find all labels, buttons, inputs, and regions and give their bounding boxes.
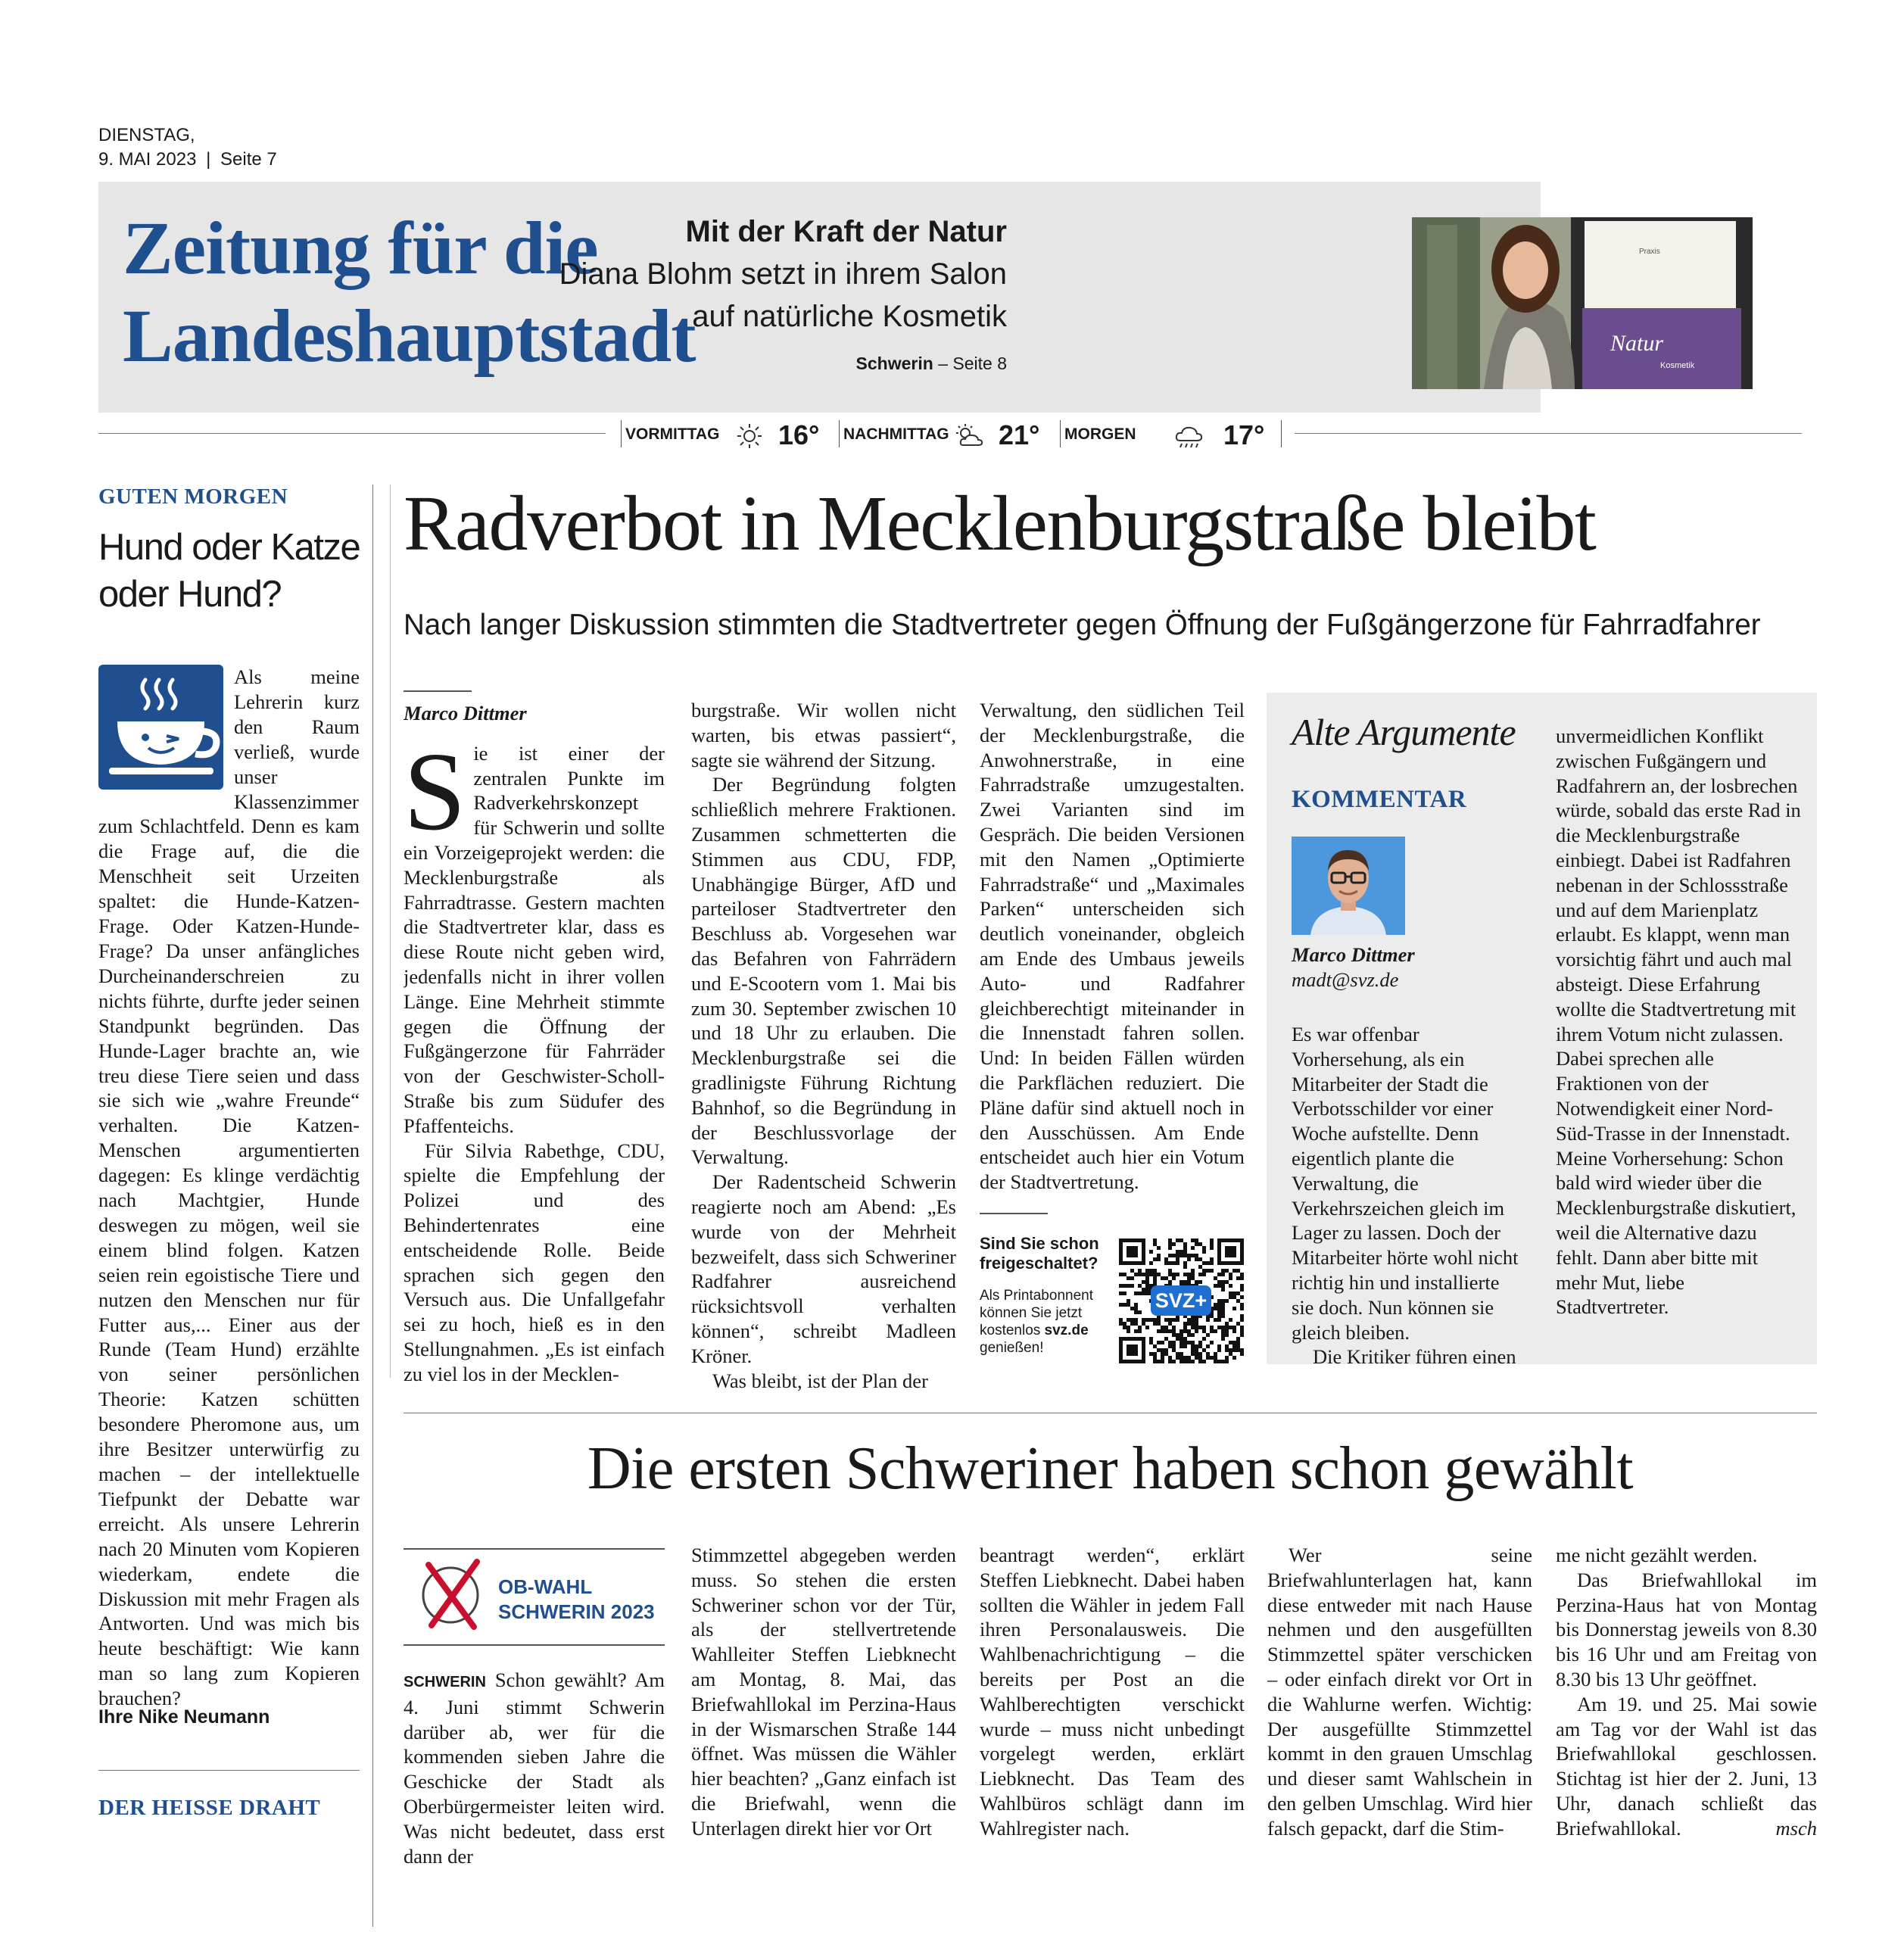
second-dateline: SCHWERIN (404, 1674, 486, 1690)
sidebar-text (98, 665, 360, 1711)
weather-rule-left (98, 433, 606, 434)
promo-brand: svz.de (1044, 1323, 1089, 1338)
badge-rule-top (404, 1548, 665, 1550)
commentary-col2-p1: unvermeidlichen Konflikt zwischen Fußgängern und Radfahrern an, der losbrechen würde, sobald das erste Rad in die Mecklenburgstraße einbiegt. Dabei ist Radfahren nebenan in der Schlossstraße und auf dem Marienplatz erlaubt. Es klappt, wenn man vorsichtig fährt und auch mal absteigt. Diese Erfahrung wollte die Stadtvertretung mit ihrem Votum nicht zulassen. Dabei sprechen alle Fraktionen von der Notwendigkeit einer Nord-Süd-Trasse in der Innenstadt. Meine Vorhersehung: Schon bald wird wieder über die Mecklenburgstraße diskutiert, weil die Alternative dazu fehlt. Dann aber bitte mit mehr Mut, liebe Stadtvertreter. (1556, 724, 1801, 1319)
author-photo (1292, 837, 1405, 935)
teaser-ref-page: – Seite 8 (933, 354, 1007, 373)
sun-icon (736, 422, 763, 450)
ballot-cross-illustration (415, 1556, 487, 1631)
lead-subheadline: Nach langer Diskussion stimmten die Stadtvertreter gegen Öffnung der Fußgängerzone für Fahrradfahrer (404, 609, 1761, 641)
teaser-line1: Diana Blohm setzt in ihrem Salon (559, 257, 1007, 291)
weather-morgen (1064, 421, 1280, 451)
salon-photo-illustration (1412, 217, 1753, 389)
teaser-kicker: Mit der Kraft der Natur (685, 215, 1007, 248)
second-col-5 (1556, 1543, 1817, 1840)
dateline-page: Seite 7 (220, 149, 277, 170)
teaser-ref-place: Schwerin (855, 354, 933, 373)
lead-col-3 (980, 698, 1245, 1195)
ob-wahl-badge (498, 1575, 655, 1625)
teaser-photo[interactable] (1412, 217, 1753, 389)
second-col1-p1: Schon gewählt? Am 4. Juni stimmt Schwerin darüber ab, wer für die kommenden sieben Jahre die Geschicke der Stadt als Oberbürgermeister leiten wird. Was nicht bedeutet, dass erst dann der (404, 1668, 665, 1868)
second-col-1 (404, 1668, 665, 1868)
weather-nachmittag (843, 421, 1059, 451)
lead-col2-p2: Der Begründung folgten schließlich mehrere Fraktionen. Zusammen schmetterten die Stimmen aus CDU, FDP, Unabhängige Bürger, AfD und parteiloser Stadtvertreter den Beschluss ab. Vorgesehen war das Befahren von Fahrrädern und E-Scootern vom 1. Mai bis zum 30. September zwischen 10 und 18 Uhr zu erlauben. Die Mecklenburgstraße sei die gradlinigste Führung Richtung Bahnhof, so die Begründung in der Beschlussvorlage der Verwaltung. (691, 773, 956, 1169)
second-headline: Die ersten Schweriner haben schon gewählt (587, 1435, 1634, 1502)
second-col4-p1: Wer seine Briefwahlunterlagen hat, kann diese entweder mit nach Hause nehmen und den ausgefüllten Stimmzettel später verschicken – oder einfach direkt vor Ort in die Wahlurne werfen. Wichtig: Der ausgefüllte Stimmzettel kommt in den grauen Umschlag und dieser samt Wahlschein in den gelben Umschlag. Wird hier falsch gepackt, darf die Stim- (1267, 1544, 1532, 1840)
sidebar-headline: Hund oder Katze oder Hund? (98, 527, 360, 615)
lead-col-1 (404, 690, 665, 1387)
promo-body-post: genießen! (980, 1340, 1044, 1356)
dropcap: S (404, 729, 466, 854)
masthead (98, 182, 1695, 413)
lead-headline: Radverbot in Mecklenburgstraße bleibt (404, 480, 1596, 567)
commentary-author: Marco Dittmer (1292, 943, 1415, 966)
weather-label: VORMITTAG (625, 425, 720, 443)
second-col-3 (980, 1543, 1245, 1841)
promo-rule (980, 1213, 1048, 1214)
dateline-day: DIENSTAG, (98, 125, 195, 145)
badge-line2: SCHWERIN 2023 (498, 1600, 655, 1623)
weather-label: MORGEN (1064, 425, 1136, 443)
masthead-title-line1: Zeitung für die (123, 206, 598, 290)
lead-col1-p1: ie ist einer der zentralen Punkte im Radverkehrskonzept für Schwerin und sollte ein Vorzeigeprojekt werden: die Mecklenburgstraße als Fahrradtrasse. Gestern machten die Stadtvertreter klar, dass es diese Route nicht geben wird, jedenfalls nicht in ihrer vollen Länge. Eine Mehrheit stimmte gegen die Öffnung der Fußgängerzone für Fahrräder von der Geschwister-Scholl-Straße bis zum Südufer des Pfaffenteichs. (404, 741, 665, 1137)
commentary-email[interactable]: madt@svz.de (1292, 967, 1399, 991)
commentary-col-1 (1292, 1022, 1526, 1369)
qr-badge: SVZ+ (1151, 1285, 1211, 1316)
commentary-headline: Alte Argumente (1292, 711, 1516, 753)
weather-temp: 17° (1223, 419, 1265, 450)
teaser-ref (401, 348, 1007, 379)
ballot-cross-icon (415, 1556, 487, 1631)
coffee-cup-icon (98, 665, 223, 790)
sidebar-signature: Ihre Nike Neumann (98, 1706, 270, 1728)
weather-rule-right (1295, 433, 1802, 434)
weather-sep-4 (1281, 420, 1282, 447)
dateline: DIENSTAG, 9. MAI 2023 | Seite 7 (98, 125, 277, 170)
lead-col2-p1: burgstraße. Wir wollen nicht warten, bis etwas passiert“, sagte sie während der Sitzung. (691, 699, 956, 771)
commentary-col1-p1: Es war offenbar Vorhersehung, als ein Mitarbeiter der Stadt die Verbotsschilder vor einer Woche aufstellte. Denn eigentlich plante die Verwaltung, die Verkehrszeichen gleich im Lager zu lassen. Doch der Mitarbeiter hörte wohl nicht richtig hin und installierte sie doch. Nun können sie gleich bleiben. (1292, 1023, 1519, 1344)
commentary-kicker: KOMMENTAR (1292, 786, 1467, 813)
weather-vormittag (625, 421, 837, 451)
photo-board-text: Praxis (1639, 248, 1660, 256)
lead-left-rule (390, 484, 391, 1378)
second-col5-p1: me nicht gezählt werden. (1556, 1544, 1758, 1566)
second-col-4 (1267, 1543, 1532, 1841)
promo-box[interactable] (980, 1234, 1112, 1357)
weather-label: NACHMITTAG (843, 425, 949, 443)
sidebar-paragraph: Als meine Lehrerin kurz den Raum verließ, wurde unser Klassenzimmer zum Schlachtfeld. Denn es kam die Frage auf, die die Menschheit seit Urzeiten spaltet: die Hunde-Katzen-Frage. Oder Katzen-Hunde-Frage? Da unser anfängliches Durcheinanderschreien zu nichts führte, durfte jeder seinen Standpunkt begründen. Das Hunde-Lager brachte an, wie treu diese Tiere seien und dass sie sich wie „wahre Freunde“ verhalten. Die Katzen-Menschen argumentierten dagegen: Es klinge verdächtig nach Machtgier, Hunde deswegen zu mögen, weil sie einem blind folgen. Katzen seien rein egoistische Tiere und nutzen den Menschen nur für Futter aus,... Einer aus der Runde (Team Hund) erzählte von seiner persönlichen Theorie: Katzen schütten besondere Pheromone aus, um ihre Besitzer unterwürfig zu machen – der intellektuelle Tiefpunkt der Debatte war erreicht. Als unsere Lehrerin nach 20 Minuten vom Kopieren wiederkam, endete die Diskussion mit mehr Fragen als Antworten. Und was mich bis heute beschäftigt: Wie kann man so lang zum Kopieren brauchen? (98, 665, 360, 1710)
second-signature: msch (1775, 1816, 1817, 1840)
dateline-date: 9. MAI 2023 (98, 149, 197, 170)
weather-temp: 21° (999, 419, 1040, 450)
badge-rule-bottom (404, 1644, 665, 1646)
second-col2-p1: Stimmzettel abgegeben werden muss. So stehen die ersten Schweriner schon vor der Tür, als der stellvertretende Wahlleiter Steffen Liebknecht am Montag, 8. Mai, das Briefwahllokal im Perzina-Haus in der Wismarschen Straße 144 öffnet. Was müssen die Wähler hier beachten? „Ganz einfach ist die Briefwahl, wenn die Unterlagen direkt hier vor Ort (691, 1544, 956, 1840)
sidebar-footer-kicker: DER HEISSE DRAHT (98, 1796, 321, 1820)
promo-body-pre: Als Printabonnent können Sie jetzt kostenlos (980, 1288, 1093, 1338)
second-col3-p1: beantragt werden“, erklärt Steffen Liebknecht. Dabei haben sollten die Wähler in jedem Fall ihren Personalausweis. Die Wahlbenachrichtigung – die bereits per Post an die Wahlberechtigten verschickt wurde – muss nicht unbedingt vorgelegt werden, erklärt Liebknecht. Das Team des Wahlbüros schlägt dann im Wahlregister nach. (980, 1544, 1245, 1840)
promo-title: Sind Sie schon freigeschaltet? (980, 1234, 1099, 1273)
lead-col3-p1: Verwaltung, den südlichen Teil der Mecklenburgstraße, die Anwohnerstraße, in eine Fahrradstraße umzugestalten. Zwei Varianten sind im Gespräch. Die beiden Versionen mit den Namen „Optimierte Fahrradstraße“ und „Maximales Parken“ unterscheiden sich deutlich voneinander, obgleich am Ende des Umbaus jeweils Auto- und Radfahrer gleichberechtigt miteinander in die Innenstadt fahren sollen. Und: In beiden Fällen würden die Parkflächen reduziert. Die Pläne dafür sind aktuell noch in den Ausschüssen. Am Ende entscheidet auch hier ein Votum der Stadtvertretung. (980, 699, 1245, 1194)
coffee-cup-illustration (98, 665, 223, 790)
author-portrait-illustration (1292, 837, 1405, 935)
lead-author: Marco Dittmer (404, 702, 527, 724)
second-col-2 (691, 1543, 956, 1841)
weather-sep-2 (839, 420, 840, 447)
photo-sign-sub: Kosmetik (1660, 361, 1695, 370)
rain-cloud-icon (1173, 422, 1204, 451)
teaser-line2: auf natürliche Kosmetik (692, 300, 1007, 333)
commentary-col-2 (1556, 724, 1802, 1320)
sidebar-kicker: GUTEN MORGEN (98, 484, 288, 509)
lead-col-2 (691, 698, 956, 1393)
photo-sign-text: Natur (1610, 331, 1664, 356)
commentary-byline (1292, 943, 1415, 992)
weather-temp: 16° (778, 419, 820, 450)
sun-cloud-icon (954, 422, 986, 450)
second-col5-p2: Das Briefwahllokal im Perzina-Haus hat von Montag bis Donnerstag jeweils von 8.30 bis 16 Uhr und am Freitag von 8.30 bis 13 Uhr geöffnet. (1556, 1568, 1817, 1690)
masthead-title-line2: Landeshauptstadt (123, 294, 696, 378)
lead-col2-p4: Was bleibt, ist der Plan der (712, 1369, 928, 1392)
lead-col1-p2: Für Silvia Rabethge, CDU, spielte die Empfehlung der Polizei und des Behindertenrates eine entscheidende Rolle. Beide sprachen sich gegen den Versuch aus. Die Unfallgefahr sei zu hoch, hieß es in den Stellungnahmen. „Es ist einfach zu viel los in der Mecklen- (404, 1139, 665, 1385)
weather-sep-1 (621, 420, 622, 447)
masthead-teaser[interactable] (401, 210, 1007, 379)
badge-line1: OB-WAHL (498, 1575, 593, 1598)
weather-sep-3 (1060, 420, 1061, 447)
qr-code[interactable] (1119, 1239, 1244, 1363)
sidebar-footer-rule (98, 1770, 360, 1771)
sidebar-divider (372, 484, 373, 1927)
second-col5-p3: Am 19. und 25. Mai sowie am Tag vor der Wahl ist das Briefwahllokal geschlossen. Stichtag ist hier der 2. Juni, 13 Uhr, danach schließt das Briefwahllokal. (1556, 1692, 1817, 1840)
promo-body (980, 1287, 1112, 1357)
author-rule (404, 690, 472, 692)
lead-col2-p3: Der Radentscheid Schwerin reagierte noch am Abend: „Es wurde von der Mehrheit bezweifelt, dass sich Schweriner Radfahrer ausreichend rücksichtsvoll verhalten können“, schreibt Madleen Kröner. (691, 1170, 956, 1367)
commentary-col1-p2: Die Kritiker führen einen (1313, 1345, 1516, 1369)
